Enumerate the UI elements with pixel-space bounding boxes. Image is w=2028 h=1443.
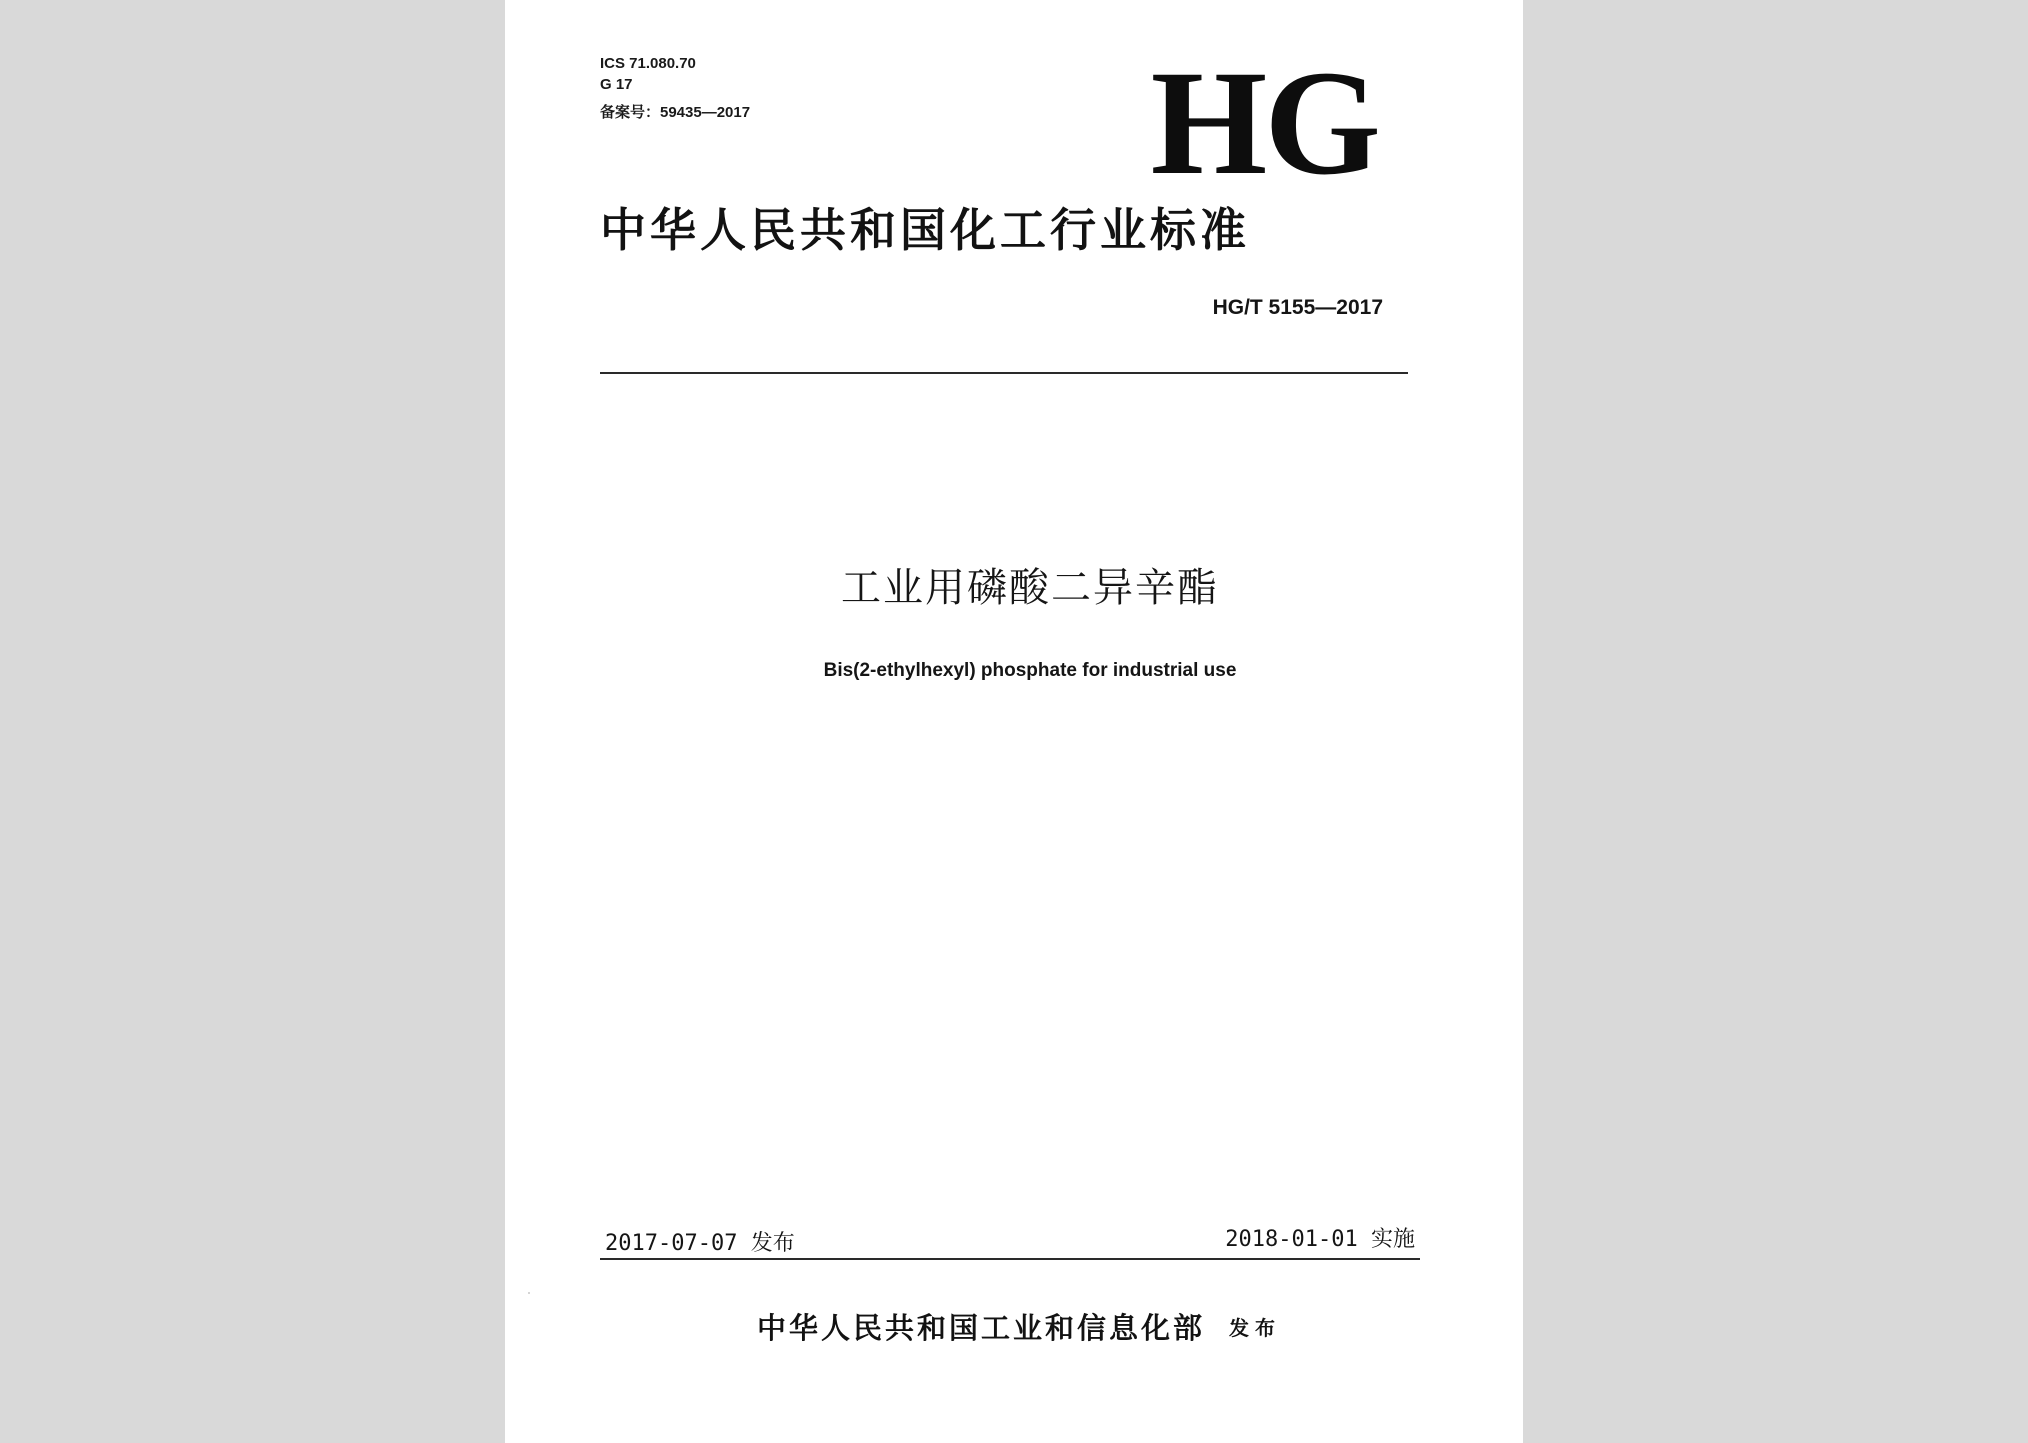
scan-speck <box>528 1292 530 1294</box>
document-page <box>505 0 1523 1443</box>
top-divider <box>600 372 1408 374</box>
issue-date: 2017-07-07 发布 <box>605 1231 795 1256</box>
document-title-chinese: 工业用磷酸二异辛酯 <box>841 565 1219 611</box>
ics-code: ICS 71.080.70 <box>600 55 696 72</box>
document-title-english: Bis(2-ethylhexyl) phosphate for industrial use <box>823 660 1237 681</box>
publisher-name: 中华人民共和国工业和信息化部 <box>756 1311 1205 1345</box>
bottom-divider <box>600 1258 1420 1260</box>
standard-code: HG/T 5155—2017 <box>1212 296 1383 319</box>
standard-title: 中华人民共和国化工行业标准 <box>600 203 1250 257</box>
publish-action: 发布 <box>1229 1316 1281 1340</box>
hg-logo: HG <box>1150 40 1378 206</box>
publisher-line <box>505 1308 1523 1348</box>
implementation-date: 2018-01-01 实施 <box>1225 1227 1415 1252</box>
classification-code: G 17 <box>600 76 633 93</box>
record-number: 备案号：59435—2017 <box>600 104 751 121</box>
